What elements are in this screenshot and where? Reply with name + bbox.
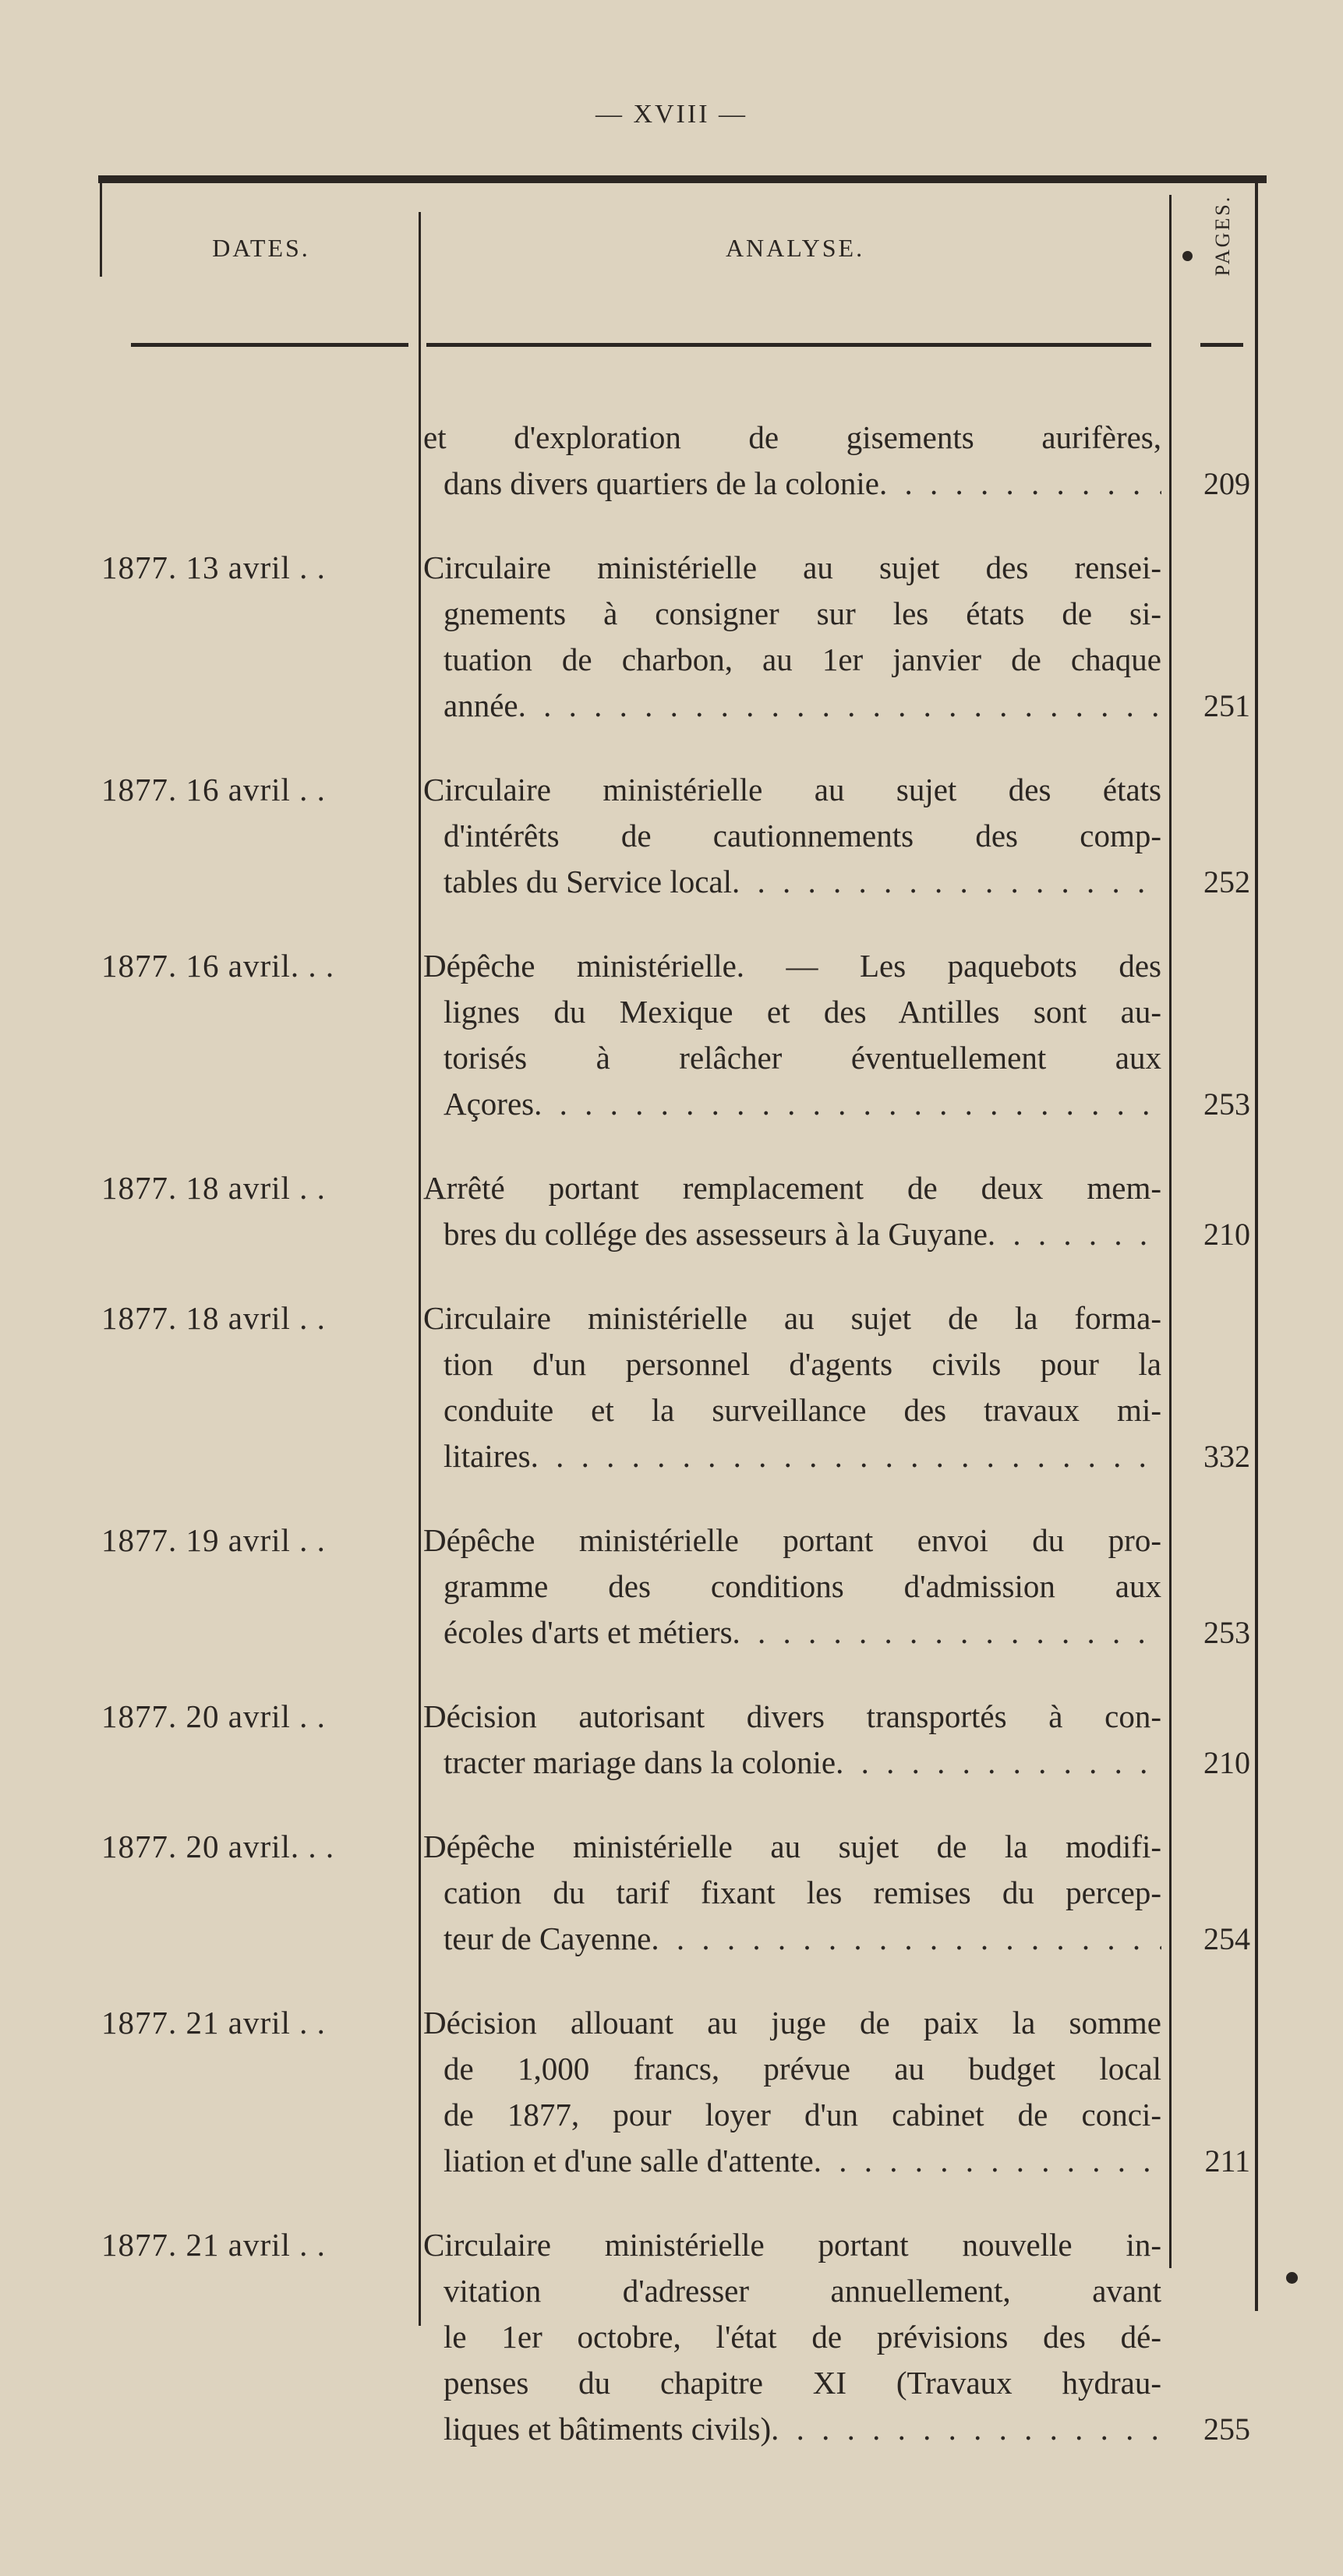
entry-date: 1877. 21 avril . . xyxy=(101,2005,326,2041)
analyse-line: d'intérêts de cautionnements des comp- xyxy=(444,818,1161,853)
page-header: — XVIII — xyxy=(595,100,748,129)
entry-row xyxy=(0,1694,1343,1786)
entry-row xyxy=(0,1824,1343,1962)
analyse-line: Dépêche ministérielle au sujet de la modifi- xyxy=(423,1829,1161,1864)
dates-header-rule xyxy=(131,343,408,347)
entry-date: 1877. 20 avril . . xyxy=(101,1698,326,1734)
entry-page-number: 253 xyxy=(1203,1087,1250,1122)
entry-page-number: 252 xyxy=(1203,864,1250,899)
dot-leader xyxy=(988,1211,1161,1257)
pages-header-rule xyxy=(1200,343,1243,347)
analyse-line xyxy=(423,2138,1161,2184)
analyse-line xyxy=(423,1433,1161,1479)
dot-leader xyxy=(732,859,1161,905)
dot-leader xyxy=(534,1081,1161,1127)
analyse-line-text: écoles d'arts et métiers xyxy=(444,1614,733,1650)
analyse-line: lignes du Mexique et des Antilles sont au- xyxy=(444,994,1161,1030)
analyse-line: Dépêche ministérielle. — Les paquebots des xyxy=(423,948,1161,984)
entry-page-number: 255 xyxy=(1203,2412,1250,2447)
analyse-line xyxy=(423,2406,1161,2452)
analyse-line: vitation d'adresser annuellement, avant xyxy=(444,2273,1161,2309)
entry-date: 1877. 21 avril . . xyxy=(101,2227,326,2263)
analyse-line: tuation de charbon, au 1er janvier de chaque xyxy=(444,641,1161,677)
entry-page-number: 210 xyxy=(1203,1745,1250,1780)
analyse-line: de 1,000 francs, prévue au budget local xyxy=(444,2051,1161,2087)
entry-page-number: 210 xyxy=(1203,1217,1250,1252)
entry-analyse xyxy=(423,1518,1161,1655)
analyse-line-text: teur de Cayenne xyxy=(444,1921,652,1956)
dot-leader xyxy=(879,461,1161,507)
entry-date: 1877. 13 avril . . xyxy=(101,549,326,585)
entry-page-number: 209 xyxy=(1203,466,1250,501)
entry-date: 1877. 18 avril . . xyxy=(101,1170,326,1206)
entry-date: 1877. 16 avril . . xyxy=(101,772,326,807)
analyse-line: Circulaire ministérielle au sujet des états xyxy=(423,772,1161,807)
entry-page-number: 254 xyxy=(1203,1921,1250,1956)
dot-leader xyxy=(531,1433,1161,1479)
analyse-line xyxy=(423,1081,1161,1127)
pages-column-header: PAGES. xyxy=(1211,194,1234,277)
entry-row xyxy=(0,545,1343,729)
entry-page-number: 253 xyxy=(1203,1615,1250,1650)
dot-leader xyxy=(836,1740,1161,1786)
analyse-line xyxy=(423,683,1161,729)
entry-row xyxy=(0,2222,1343,2452)
analyse-line-text: Açores xyxy=(444,1086,535,1122)
analyse-line xyxy=(423,1211,1161,1257)
analyse-line-text: bres du collége des assesseurs à la Guyane xyxy=(444,1216,988,1252)
entry-row xyxy=(0,1165,1343,1257)
entry-row xyxy=(0,767,1343,905)
analyse-line-text: tables du Service local xyxy=(444,864,733,899)
entry-analyse xyxy=(423,415,1161,507)
entry-analyse xyxy=(423,545,1161,729)
analyse-column-header: ANALYSE. xyxy=(725,234,865,262)
analyse-line: Dépêche ministérielle portant envoi du pro- xyxy=(423,1522,1161,1558)
entry-analyse xyxy=(423,1824,1161,1962)
ink-spot xyxy=(1182,251,1193,261)
entry-date: 1877. 19 avril . . xyxy=(101,1522,326,1558)
entry-date: 1877. 18 avril . . xyxy=(101,1300,326,1336)
entry-analyse xyxy=(423,2222,1161,2452)
analyse-line xyxy=(423,461,1161,507)
analyse-line: tion d'un personnel d'agents civils pour la xyxy=(444,1346,1161,1382)
table-left-border xyxy=(100,183,102,277)
analyse-line: Décision allouant au juge de paix la somme xyxy=(423,2005,1161,2041)
analyse-line: torisés à relâcher éventuellement aux xyxy=(444,1040,1161,1076)
entry-analyse xyxy=(423,1165,1161,1257)
analyse-line: de 1877, pour loyer d'un cabinet de conci- xyxy=(444,2097,1161,2133)
entry-row xyxy=(0,1295,1343,1479)
analyse-line: cation du tarif fixant les remises du percep- xyxy=(444,1875,1161,1910)
entry-date: 1877. 16 avril. . . xyxy=(101,948,335,984)
analyse-line: et d'exploration de gisements aurifères, xyxy=(423,419,1161,455)
analyse-line xyxy=(423,1916,1161,1962)
dot-leader xyxy=(814,2138,1161,2184)
analyse-line-text: liation et d'une salle d'attente xyxy=(444,2143,814,2178)
table-top-rule xyxy=(98,175,1267,183)
entry-row xyxy=(0,2000,1343,2184)
analyse-header-rule xyxy=(426,343,1151,347)
analyse-line: Circulaire ministérielle au sujet des rensei- xyxy=(423,549,1161,585)
entry-analyse xyxy=(423,2000,1161,2184)
analyse-line: Arrêté portant remplacement de deux mem- xyxy=(423,1170,1161,1206)
entry-page-number: 332 xyxy=(1203,1439,1250,1474)
entry-date: 1877. 20 avril. . . xyxy=(101,1829,335,1864)
analyse-line xyxy=(423,859,1161,905)
analyse-line: Circulaire ministérielle portant nouvelle in- xyxy=(423,2227,1161,2263)
analyse-line: Décision autorisant divers transportés à con- xyxy=(423,1698,1161,1734)
analyse-line-text: tracter mariage dans la colonie xyxy=(444,1744,836,1780)
analyse-line-text: litaires xyxy=(444,1438,531,1474)
analyse-line-text: liques et bâtiments civils) xyxy=(444,2411,772,2447)
analyse-line: conduite et la surveillance des travaux mi- xyxy=(444,1392,1161,1428)
entry-page-number: 251 xyxy=(1203,688,1250,723)
entry-analyse xyxy=(423,1295,1161,1479)
dot-leader xyxy=(651,1916,1161,1962)
entry-row xyxy=(0,415,1343,507)
entry-row xyxy=(0,943,1343,1127)
entry-analyse xyxy=(423,1694,1161,1786)
analyse-line-text: année xyxy=(444,687,518,723)
dot-leader xyxy=(518,683,1161,729)
entry-page-number: 211 xyxy=(1204,2143,1250,2178)
entry-analyse xyxy=(423,767,1161,905)
dot-leader xyxy=(733,1610,1161,1655)
entry-row xyxy=(0,1518,1343,1655)
entry-analyse xyxy=(423,943,1161,1127)
analyse-line: gnements à consigner sur les états de si- xyxy=(444,595,1161,631)
analyse-line: penses du chapitre XI (Travaux hydrau- xyxy=(444,2365,1161,2401)
analyse-line: le 1er octobre, l'état de prévisions des dé- xyxy=(444,2319,1161,2355)
dates-column-header: DATES. xyxy=(212,234,310,262)
analyse-line: Circulaire ministérielle au sujet de la forma- xyxy=(423,1300,1161,1336)
analyse-line: gramme des conditions d'admission aux xyxy=(444,1568,1161,1604)
analyse-line xyxy=(423,1610,1161,1655)
analyse-line xyxy=(423,1740,1161,1786)
analyse-line-text: dans divers quartiers de la colonie xyxy=(444,465,880,501)
dot-leader xyxy=(771,2406,1161,2452)
